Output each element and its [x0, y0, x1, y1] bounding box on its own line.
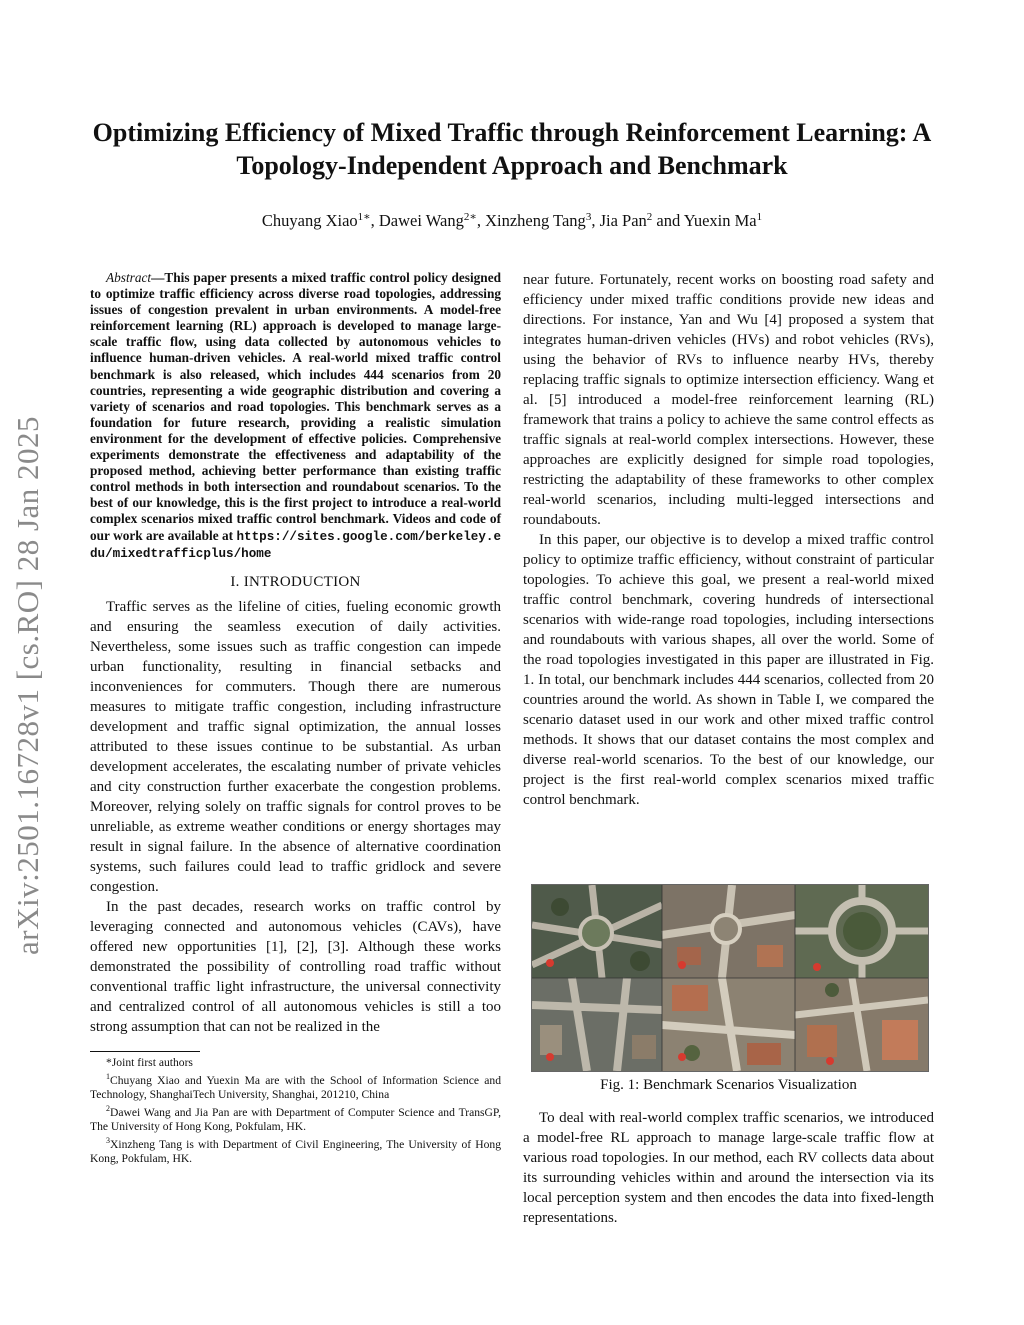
author-name: Yuexin Ma [683, 211, 757, 230]
abstract-label: Abstract [106, 270, 152, 285]
footnote-mark: 3 [106, 1136, 110, 1146]
footnote [90, 1134, 501, 1166]
author-mark: 2∗ [463, 211, 477, 223]
section-heading: I. INTRODUCTION [230, 573, 361, 590]
figure-benchmark-scenarios [531, 884, 929, 1072]
right-column-bottom [523, 1108, 934, 1228]
author-mark: 1∗ [357, 211, 371, 223]
paper-title: Optimizing Efficiency of Mixed Traffic through Reinforcement Learning: A Topology-Independent Approach and Benchmark [92, 118, 932, 180]
arxiv-identifier: arXiv:2501.16728v1 [cs.RO] 28 Jan 2025 [10, 415, 45, 955]
satellite-mosaic-image [532, 885, 928, 1071]
footnote-text: Chuyang Xiao and Yuexin Ma are with the School of Information Science and Technology, ShanghaiTech University, Shanghai, 201210, China [90, 1073, 501, 1101]
author-mark: 2 [646, 211, 653, 223]
abstract [90, 270, 501, 562]
map-pin-icon [546, 959, 554, 967]
footnote-divider [90, 1051, 200, 1052]
author-mark: 3 [585, 211, 592, 223]
author-name: Jia Pan [599, 211, 647, 230]
author-name: Chuyang Xiao [261, 211, 358, 230]
map-pin-icon [678, 1053, 686, 1061]
paragraph: To deal with real-world complex traffic scenarios, we introduced a model-free RL approach to manage large-scale traffic flow at various road topologies. In our method, each RV collects data about its surrounding vehicles within and around the intersection via its local perception system and then encodes the data into fixed-length representations. [523, 1110, 934, 1226]
author-separator: , [476, 211, 486, 230]
left-column [90, 270, 501, 1167]
author-separator: , [591, 211, 600, 230]
author-mark: 1 [756, 211, 763, 223]
footnote-text: Xinzheng Tang is with Department of Civil Engineering, The University of Hong Kong, Pokfulam, HK. [90, 1138, 501, 1166]
figure-caption: Fig. 1: Benchmark Scenarios Visualization [600, 1077, 857, 1093]
author-name: Dawei Wang [378, 211, 464, 230]
right-column [523, 270, 934, 810]
map-pin-icon [546, 1053, 554, 1061]
footnotes [90, 1056, 501, 1167]
paragraph: near future. Fortunately, recent works on boosting road safety and efficiency under mixed traffic conditions provide new ideas and directions. For instance, Yan and Wu [4] proposed a system that integrates human-driven vehicles (HVs) and robot vehicles (RVs), using the behavior of RVs to influence nearby HVs, thereby replacing traffic signals to optimize intersection efficiency. Wang et al. [5] introduced a model-free reinforcement learning (RL) framework that trains a policy to achieve the same control effects as traffic signals at real-world complex intersections. However, these approaches are explicitly designed for simple road topologies, restricting the adaptability of these frameworks to other complex real-world scenarios, including multi-legged intersections and roundabouts. [523, 272, 934, 528]
author-separator: and [652, 211, 684, 230]
footnote [90, 1070, 501, 1102]
author-separator: , [370, 211, 379, 230]
paragraph: In this paper, our objective is to develop a mixed traffic control policy to optimize traffic efficiency, without constraint of particular topologies. To achieve this goal, we present a real-world mixed traffic control benchmark, covering hundreds of intersectional scenarios with wide-range road topologies, including intersections and roundabouts with various shapes, all over the world. Some of the road topologies investigated in this paper are illustrated in Fig. 1. In total, our benchmark includes 444 scenarios, collected from 20 countries around the world. As shown in Table I, we compared the scenario dataset used in our work and other mixed traffic control methods. It shows that our dataset contains the most complex and diverse real-world scenarios. To the best of our knowledge, our project is the first real-world complex scenarios mixed traffic control benchmark. [523, 532, 934, 808]
footnote [90, 1102, 501, 1134]
map-pin-icon [826, 1057, 834, 1065]
abstract-dash: — [151, 270, 165, 285]
map-pin-icon [678, 961, 686, 969]
footnote: *Joint first authors [106, 1055, 193, 1069]
footnote-mark: 1 [106, 1071, 110, 1081]
footnote-text: Dawei Wang and Jia Pan are with Department of Computer Science and TransGP, The University of Hong Kong, Pokfulam, HK. [90, 1106, 501, 1134]
author-list [90, 210, 934, 231]
project-url-link[interactable]: https://sites.google.com/berkeley.edu/mixedtrafficplus/home [90, 529, 501, 561]
paragraph: In the past decades, research works on traffic control by leveraging connected and autonomous vehicles (CAVs), have offered new opportunities [1], [2], [3]. Although these works demonstrated the possibility of controlling road traffic without conventional traffic light infrastructure, the universal connectivity and centralized control of all autonomous vehicles is still a too strong assumption that can not be realized in the [90, 898, 501, 1035]
map-pin-icon [813, 963, 821, 971]
footnote-mark: 2 [106, 1104, 110, 1114]
author-name: Xinzheng Tang [485, 211, 586, 230]
abstract-text: This paper presents a mixed traffic control policy designed to optimize traffic efficiency across diverse road topologies, addressing issues of congestion prevalent in urban environments. A model-free reinforcement learning (RL) approach is developed to manage large-scale traffic flow, using data collected by autonomous vehicles to influence human-driven vehicles. A real-world mixed traffic control benchmark is also released, which includes 444 scenarios from 20 countries, representing a wide geographic distribution and covering a variety of scenarios and road topologies. This benchmark serves as a foundation for future research, providing a realistic simulation environment for the development of effective policies. Comprehensive experiments demonstrate the effectiveness and adaptability of the proposed method, achieving better performance than existing traffic control methods in both intersection and roundabout scenarios. To the best of our knowledge, this is the first project to introduce a real-world complex scenarios mixed traffic control benchmark. Videos and code of our work are available at [90, 270, 501, 543]
paragraph: Traffic serves as the lifeline of cities, fueling economic growth and ensuring the seamless execution of daily activities. Nevertheless, some issues such as traffic congestion can impede urban functionality, resulting in financial setbacks and inconveniences for commuters. Though there are numerous measures to mitigate traffic congestion, including infrastructure development and traffic signal optimization, the annual losses attributed to these issues continue to be substantial. As urban development accelerates, the escalating number of private vehicles and city construction further exacerbate the congestion problems. Moreover, relying solely on traffic signals for control proves to be unreliable, as extreme weather conditions or energy shortages may result in signal failure. In the absence of alternative coordination systems, such failures could lead to traffic gridlock and severe congestion. [90, 598, 501, 895]
